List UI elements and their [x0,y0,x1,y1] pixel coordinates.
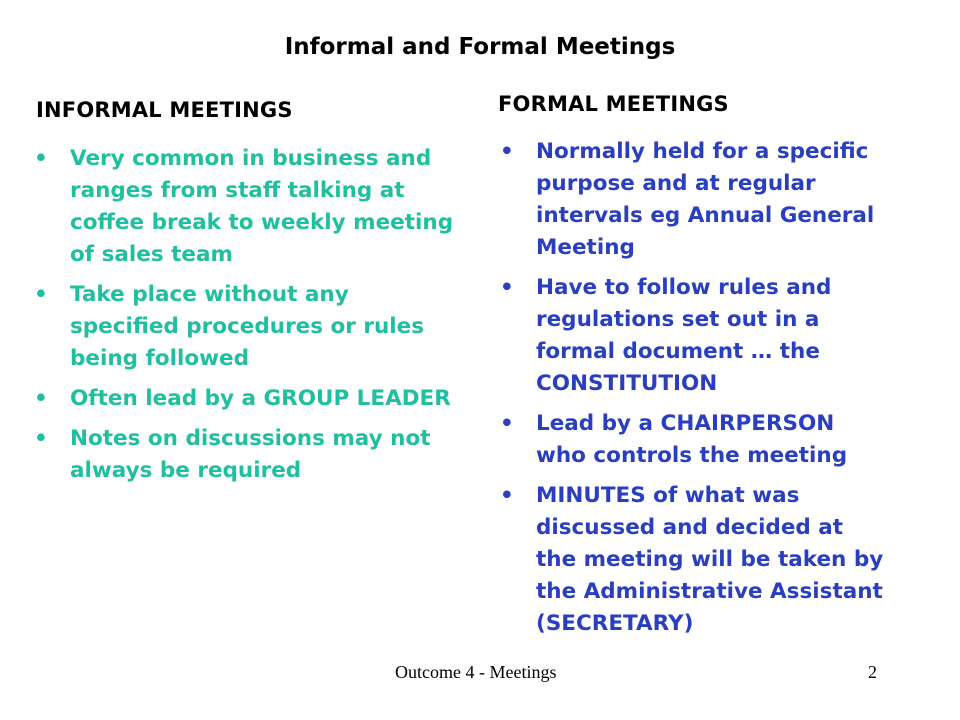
list-item [500,272,890,400]
formal-item-text: MINUTES of what was discussed and decided at the meeting will be taken by the Administrative Assistant (SECRETARY) [536,483,884,636]
informal-heading: INFORMAL MEETINGS [36,98,293,122]
informal-list [34,143,454,495]
list-item [500,136,890,264]
list-item [34,143,454,271]
bullet-icon: • [34,282,48,307]
formal-heading: FORMAL MEETINGS [498,92,729,116]
list-item [500,480,890,640]
list-item [34,383,454,415]
list-item [34,279,454,375]
informal-item-text: Take place without any specified procedures or rules being followed [70,282,425,371]
list-item [34,423,454,487]
bullet-icon: • [34,146,48,171]
bullet-icon: • [34,386,48,411]
footer-label: Outcome 4 - Meetings [395,662,557,682]
bullet-icon: • [500,483,514,508]
informal-item-text: Notes on discussions may not always be required [70,426,431,483]
bullet-icon: • [500,411,514,436]
page-number: 2 [868,662,877,682]
informal-item-text: Very common in business and ranges from staff talking at coffee break to weekly meeting of sales team [70,146,454,267]
bullet-icon: • [500,275,514,300]
formal-list [500,136,890,648]
formal-item-text: Lead by a CHAIRPERSON who controls the meeting [536,411,848,468]
bullet-icon: • [34,426,48,451]
formal-item-text: Normally held for a specific purpose and at regular intervals eg Annual General Meeting [536,139,875,260]
formal-item-text: Have to follow rules and regulations set out in a formal document … the CONSTITUTION [536,275,832,396]
list-item [500,408,890,472]
bullet-icon: • [500,139,514,164]
slide-title: Informal and Formal Meetings [284,34,676,60]
informal-item-text: Often lead by a GROUP LEADER [70,386,451,411]
